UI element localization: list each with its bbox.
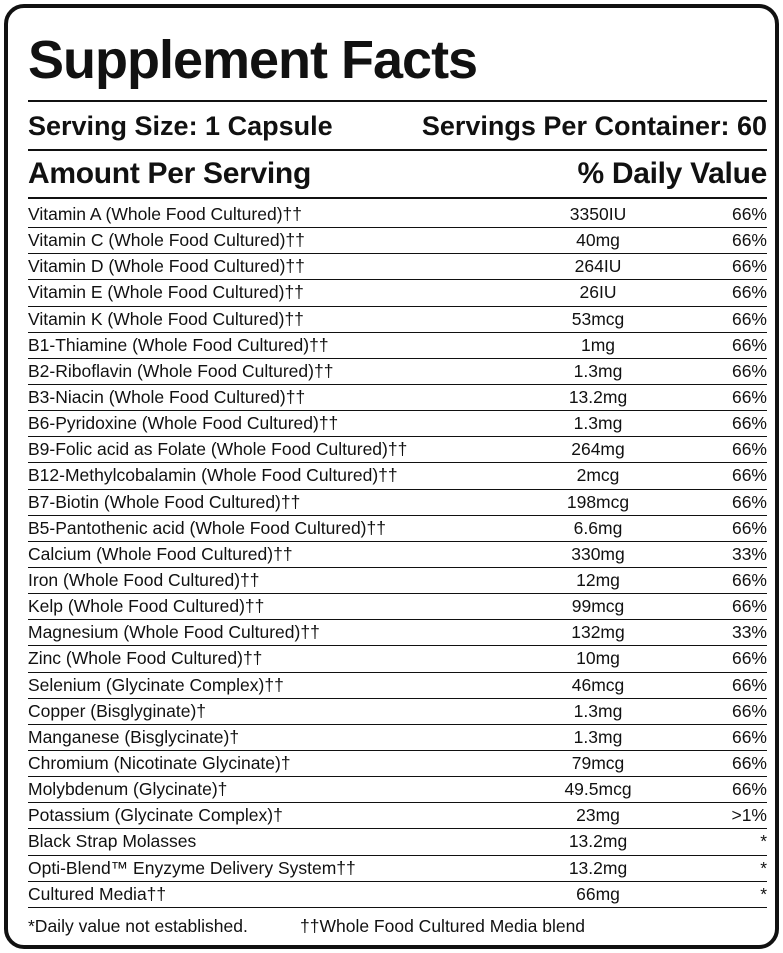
nutrient-daily-value: 66% [731, 517, 767, 538]
servings-per-container: Servings Per Container: 60 [421, 111, 767, 141]
table-row [28, 699, 767, 725]
nutrient-amount: 1.3mg [573, 726, 623, 747]
table-row [28, 803, 767, 829]
nutrient-amount: 46mcg [571, 674, 625, 695]
table-row [28, 751, 767, 777]
nutrient-name: B9-Folic acid as Folate (Whole Food Cultured)†† [28, 439, 408, 460]
table-row [28, 437, 767, 463]
nutrient-amount: 13.2mg [568, 831, 628, 852]
column-header [28, 156, 767, 192]
table-row [28, 882, 767, 908]
nutrient-daily-value: 66% [731, 596, 767, 617]
nutrient-amount: 13.2mg [568, 387, 628, 408]
table-row [28, 568, 767, 594]
table-row [28, 856, 767, 882]
nutrient-daily-value: * [760, 857, 767, 878]
nutrient-name: Black Strap Molasses [28, 831, 197, 852]
nutrient-name: Iron (Whole Food Cultured)†† [28, 570, 260, 591]
nutrient-name: Vitamin C (Whole Food Cultured)†† [28, 230, 305, 251]
nutrient-name: B6-Pyridoxine (Whole Food Cultured)†† [28, 413, 339, 434]
serving-info [28, 110, 767, 142]
nutrient-table [28, 202, 767, 908]
nutrient-amount: 6.6mg [573, 517, 623, 538]
nutrient-daily-value: >1% [731, 805, 767, 826]
nutrient-daily-value: 66% [731, 648, 767, 669]
nutrient-amount: 23mg [576, 805, 620, 826]
nutrient-name: B3-Niacin (Whole Food Cultured)†† [28, 387, 306, 408]
nutrient-name: Vitamin A (Whole Food Cultured)†† [28, 204, 302, 225]
nutrient-name: B7-Biotin (Whole Food Cultured)†† [28, 491, 301, 512]
supplement-facts-panel [4, 4, 779, 949]
nutrient-daily-value: 66% [731, 360, 767, 381]
nutrient-daily-value: 66% [731, 204, 767, 225]
table-row [28, 280, 767, 306]
nutrient-daily-value: 66% [731, 570, 767, 591]
nutrient-amount: 264mg [571, 439, 625, 460]
nutrient-daily-value: 66% [731, 465, 767, 486]
page-title: Supplement Facts [28, 30, 478, 90]
nutrient-name: Magnesium (Whole Food Cultured)†† [28, 622, 320, 643]
table-row [28, 411, 767, 437]
nutrient-daily-value: 66% [731, 334, 767, 355]
nutrient-name: Zinc (Whole Food Cultured)†† [28, 648, 263, 669]
nutrient-name: Vitamin E (Whole Food Cultured)†† [28, 282, 304, 303]
nutrient-name: Vitamin K (Whole Food Cultured)†† [28, 308, 304, 329]
nutrient-daily-value: 66% [731, 779, 767, 800]
nutrient-daily-value: 66% [731, 413, 767, 434]
table-row [28, 673, 767, 699]
nutrient-amount: 53mcg [571, 308, 625, 329]
nutrient-amount: 3350IU [569, 204, 627, 225]
nutrient-amount: 2mcg [576, 465, 620, 486]
table-row [28, 333, 767, 359]
table-row [28, 385, 767, 411]
nutrient-daily-value: 66% [731, 387, 767, 408]
table-row [28, 542, 767, 568]
nutrient-amount: 198mcg [566, 491, 630, 512]
table-row [28, 202, 767, 228]
footnote-daily-value: *Daily value not established. [28, 916, 248, 936]
nutrient-name: Potassium (Glycinate Complex)† [28, 805, 283, 826]
nutrient-name: Opti-Blend™ Enyzyme Delivery System†† [28, 857, 356, 878]
nutrient-name: B12-Methylcobalamin (Whole Food Cultured)†† [28, 465, 398, 486]
nutrient-amount: 1mg [580, 334, 616, 355]
nutrient-daily-value: 33% [731, 622, 767, 643]
nutrient-daily-value: * [760, 831, 767, 852]
nutrient-amount: 1.3mg [573, 700, 623, 721]
nutrient-amount: 132mg [571, 622, 625, 643]
nutrient-name: Vitamin D (Whole Food Cultured)†† [28, 256, 305, 277]
nutrient-amount: 49.5mcg [564, 779, 632, 800]
nutrient-amount: 1.3mg [573, 360, 623, 381]
nutrient-amount: 79mcg [571, 753, 625, 774]
table-row [28, 490, 767, 516]
nutrient-daily-value: 66% [731, 674, 767, 695]
nutrient-name: Cultured Media†† [28, 883, 167, 904]
table-row [28, 307, 767, 333]
nutrient-amount: 13.2mg [568, 857, 628, 878]
table-row [28, 254, 767, 280]
nutrient-name: Copper (Bisglyginate)† [28, 700, 207, 721]
nutrient-daily-value: 66% [731, 256, 767, 277]
nutrient-name: Selenium (Glycinate Complex)†† [28, 674, 284, 695]
table-row [28, 594, 767, 620]
table-row [28, 777, 767, 803]
nutrient-amount: 10mg [576, 648, 620, 669]
divider-serving [28, 149, 767, 151]
table-row [28, 646, 767, 672]
nutrient-name: B2-Riboflavin (Whole Food Cultured)†† [28, 360, 334, 381]
nutrient-amount: 66mg [576, 883, 620, 904]
daily-value-heading: % Daily Value [577, 157, 767, 190]
nutrient-amount: 330mg [571, 543, 625, 564]
nutrient-amount: 264IU [574, 256, 622, 277]
table-row [28, 829, 767, 855]
nutrient-name: Molybdenum (Glycinate)† [28, 779, 228, 800]
nutrient-name: Manganese (Bisglycinate)† [28, 726, 240, 747]
serving-size: Serving Size: 1 Capsule [28, 111, 333, 141]
nutrient-amount: 99mcg [571, 596, 625, 617]
nutrient-daily-value: 66% [731, 700, 767, 721]
nutrient-daily-value: * [760, 883, 767, 904]
nutrient-name: Chromium (Nicotinate Glycinate)† [28, 753, 291, 774]
nutrient-daily-value: 66% [731, 491, 767, 512]
table-row [28, 463, 767, 489]
table-row [28, 359, 767, 385]
nutrient-name: Kelp (Whole Food Cultured)†† [28, 596, 265, 617]
table-row [28, 725, 767, 751]
amount-per-serving-heading: Amount Per Serving [28, 157, 311, 190]
nutrient-name: Calcium (Whole Food Cultured)†† [28, 543, 293, 564]
divider-title [28, 100, 767, 102]
nutrient-daily-value: 66% [731, 308, 767, 329]
nutrient-name: B1-Thiamine (Whole Food Cultured)†† [28, 334, 329, 355]
nutrient-amount: 40mg [576, 230, 620, 251]
nutrient-amount: 1.3mg [573, 413, 623, 434]
nutrient-amount: 26IU [579, 282, 617, 303]
table-row [28, 228, 767, 254]
nutrient-daily-value: 66% [731, 282, 767, 303]
divider-header [28, 197, 767, 199]
nutrient-amount: 12mg [576, 570, 620, 591]
nutrient-name: B5-Pantothenic acid (Whole Food Cultured)†† [28, 517, 386, 538]
table-row [28, 620, 767, 646]
table-row [28, 516, 767, 542]
nutrient-daily-value: 33% [731, 543, 767, 564]
nutrient-daily-value: 66% [731, 726, 767, 747]
nutrient-daily-value: 66% [731, 230, 767, 251]
nutrient-daily-value: 66% [731, 753, 767, 774]
footnote-whole-food: ††Whole Food Cultured Media blend [300, 916, 586, 936]
nutrient-daily-value: 66% [731, 439, 767, 460]
